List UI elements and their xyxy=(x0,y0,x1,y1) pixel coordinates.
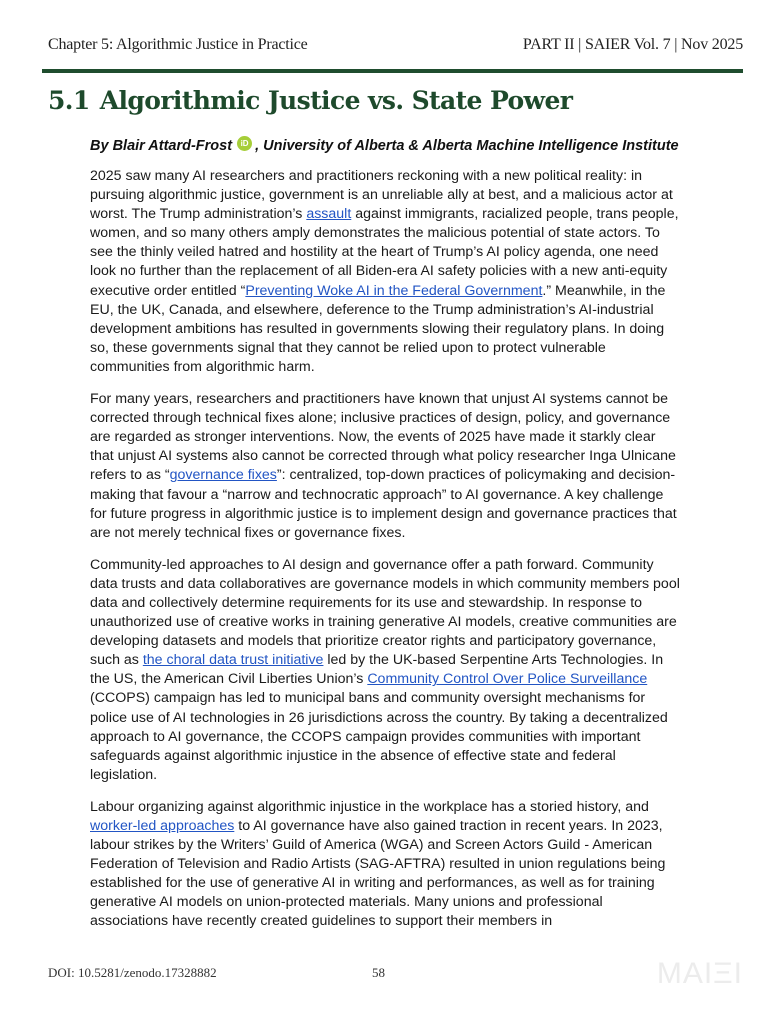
link-assault[interactable]: assault xyxy=(306,206,352,223)
orcid-icon[interactable]: iD xyxy=(237,136,252,151)
article-body xyxy=(90,167,680,945)
maiei-logo: MAIΞI xyxy=(656,957,743,990)
paragraph-3 xyxy=(90,556,680,785)
running-header xyxy=(48,36,743,54)
text: (CCOPS) campaign has led to municipal bans and community oversight mechanisms for police use of AI technologies in 26 jurisdictions across the country. By taking a decentralized approach to AI governance, the CCOPS campaign provides communities with important safeguards against algorithmic injustice in the absence of effective state and federal legislation. xyxy=(90,690,668,783)
section-number: 5.1 xyxy=(48,86,90,115)
section-title xyxy=(48,86,572,115)
text: led by the UK-based Serpentine Arts Technologies. In the US, the American Civil Liberties Union’s xyxy=(90,652,664,688)
chapter-title: Chapter 5: Algorithmic Justice in Practice xyxy=(48,36,308,53)
byline xyxy=(90,138,679,154)
page-footer xyxy=(48,957,743,993)
paragraph-2 xyxy=(90,390,680,543)
text: ”: centralized, top-down practices of policymaking and decision-making that favour a “narrow and technocratic approach” to AI governance. A key challenge for future progress in algorithmic justice is to implement design and governance practices that are not merely technical fixes or governance fixes. xyxy=(90,467,677,541)
link-preventing-woke-ai[interactable]: Preventing Woke AI in the Federal Government xyxy=(245,282,543,299)
paragraph-1 xyxy=(90,167,680,377)
publication-info: PART II | SAIER Vol. 7 | Nov 2025 xyxy=(522,36,743,53)
link-choral-data-trust[interactable]: the choral data trust initiative xyxy=(142,652,324,669)
link-worker-led-approaches[interactable]: worker-led approaches xyxy=(90,818,235,834)
link-ccops[interactable]: Community Control Over Police Surveillance xyxy=(367,671,648,688)
page-number: 58 xyxy=(372,965,385,980)
paragraph-4 xyxy=(90,798,680,932)
text: Community-led approaches to AI design and governance offer a path forward. Community data trusts and data collaboratives are governance models in which community members pool data and collectively determine requirements for its use and stewardship. In response to unauthorized use of creative works in training generative AI models, creative communities are developing datasets and models that prioritize creator rights and participatory governance, such as xyxy=(90,556,680,669)
section-title-text: Algorithmic Justice vs. State Power xyxy=(99,86,573,115)
header-divider xyxy=(42,69,743,73)
text: to AI governance have also gained traction in recent years. In 2023, labour strikes by the Writers’ Guild of America (WGA) and Screen Actors Guild - American Federation of Television and Radio Artists (SAG-AFTRA) resulted in union regulations being established for the use of generative AI in writing and performances, as well as for training generative AI models on union-protected materials. Many unions and professional associations have recently created guidelines to support their members in xyxy=(90,818,666,930)
author-name: By Blair Attard-Frost xyxy=(90,138,233,154)
link-governance-fixes[interactable]: governance fixes xyxy=(169,467,277,484)
text: Labour organizing against algorithmic injustice in the workplace has a storied history, and xyxy=(90,798,649,815)
text: For many years, researchers and practitioners have known that unjust AI systems cannot be corrected through technical fixes alone; inclusive practices of design, policy, and governance are regarded as stronger interventions. Now, the events of 2025 have made it starkly clear that unjust AI systems also cannot be corrected through what policy researcher Inga Ulnicane refers to as “ xyxy=(90,391,676,484)
author-affiliation: , University of Alberta & Alberta Machine Intelligence Institute xyxy=(255,138,679,154)
text: 2025 saw many AI researchers and practitioners reckoning with a new political reality: in pursuing algorithmic justice, government is an unreliable ally at best, and a malicious actor at worst. The Trump administration’s xyxy=(90,168,673,223)
text: .” Meanwhile, in the EU, the UK, Canada, and elsewhere, deference to the Trump administration’s AI-industrial development ambitions has resulted in governments slowing their regulatory plans. In doing so, these governments signal that they cannot be relied upon to protect vulnerable communities from algorithmic harm. xyxy=(90,282,666,375)
text: against immigrants, racialized people, trans people, women, and so many others amply demonstrates the malicious potential of state actors. To see the thinly veiled hatred and hostility at the heart of Trump’s AI policy agenda, one need look no further than the replacement of all Biden-era AI safety policies with a new anti-equity executive order entitled “ xyxy=(90,206,679,299)
doi-text: DOI: 10.5281/zenodo.17328882 xyxy=(48,965,217,980)
